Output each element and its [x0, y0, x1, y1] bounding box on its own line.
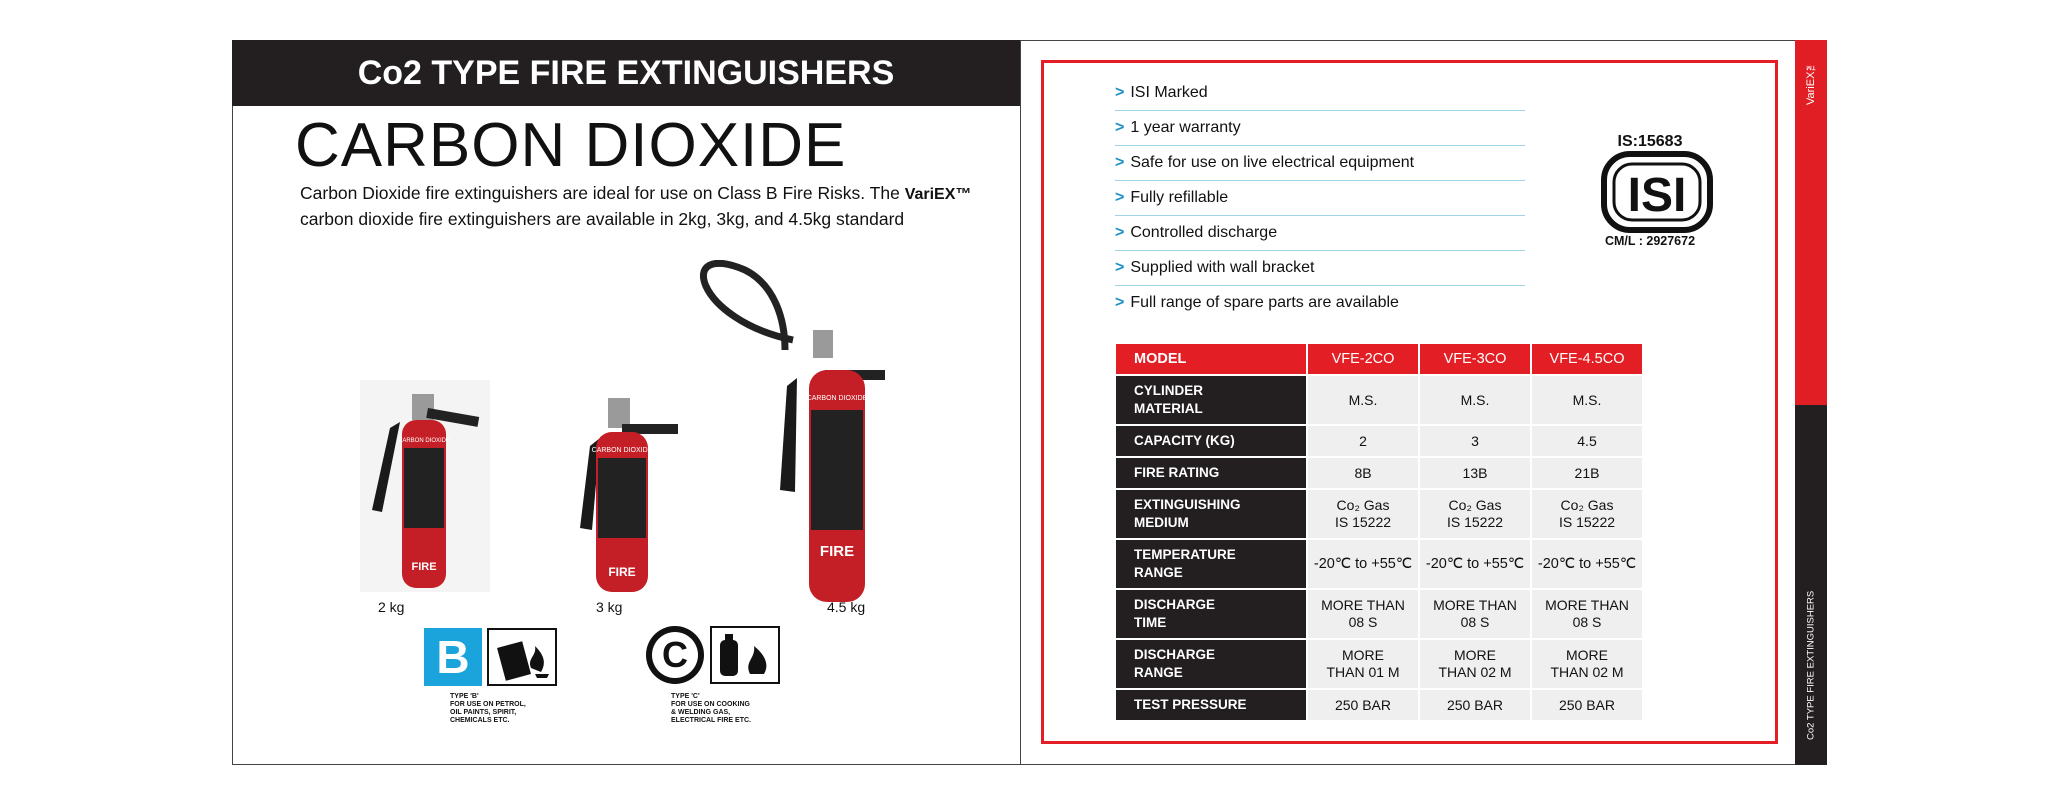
class-b-line2: OIL PAINTS, SPIRIT, — [450, 709, 517, 716]
feature-text: Supplied with wall bracket — [1130, 259, 1315, 276]
spec-table — [1114, 342, 1644, 722]
cell-line1: 4.5 — [1577, 432, 1597, 449]
feature-arrow-icon: > — [1115, 259, 1125, 276]
cylinder-label-4-5kg: CARBON DIOXIDE — [806, 395, 868, 402]
table-cell — [1532, 376, 1642, 424]
class-c-badge — [646, 626, 704, 684]
feature-item — [1115, 286, 1525, 320]
table-cell — [1308, 490, 1418, 538]
cell-line1: 250 BAR — [1334, 696, 1392, 713]
cylinder-label-3kg: CARBON DIOXIDE — [591, 447, 653, 454]
cylinder-label-2kg: CARBON DIOXIDE — [397, 438, 451, 444]
isi-mark-text: ISI — [1627, 169, 1687, 222]
table-cell — [1532, 690, 1642, 720]
table-cell — [1532, 640, 1642, 688]
table-cell — [1420, 376, 1530, 424]
cell-line1: MORE — [1566, 647, 1608, 663]
class-b-badge: B — [424, 628, 482, 686]
table-cell — [1420, 458, 1530, 488]
table-cell — [1308, 540, 1418, 588]
table-cell — [1532, 426, 1642, 456]
row-label-line1: CYLINDER — [1134, 383, 1204, 398]
cell-line1: -20℃ to +55℃ — [1537, 555, 1637, 572]
feature-text: Full range of spare parts are available — [1130, 294, 1399, 311]
row-label-line2: TIME — [1134, 615, 1167, 630]
cell-line1: Co₂ Gas — [1448, 497, 1502, 513]
brand-name: VariEX™ — [904, 186, 972, 203]
cell-line2: IS 15222 — [1558, 514, 1616, 530]
feature-arrow-icon: > — [1115, 119, 1125, 136]
class-c-line1: FOR USE ON COOKING — [671, 701, 750, 708]
row-label — [1116, 376, 1306, 424]
class-c-letter: C — [652, 632, 698, 678]
size-label-4-5kg: 4.5 kg — [827, 599, 866, 615]
feature-arrow-icon: > — [1115, 189, 1125, 206]
cell-line1: 2 — [1359, 432, 1367, 449]
row-label — [1116, 458, 1306, 488]
table-row — [1116, 376, 1642, 424]
table-cell — [1532, 540, 1642, 588]
page-title: CARBON DIOXIDE — [295, 111, 847, 180]
row-label-line1: TEST PRESSURE — [1134, 697, 1247, 712]
cell-line2: 08 S — [1572, 614, 1602, 630]
row-label — [1116, 590, 1306, 638]
cell-line1: MORE — [1342, 647, 1384, 663]
row-label-line2: RANGE — [1134, 665, 1183, 680]
cell-line2: 08 S — [1460, 614, 1490, 630]
class-b-caption — [450, 693, 526, 725]
feature-text: ISI Marked — [1130, 84, 1208, 101]
extinguisher-2kg-image — [360, 380, 490, 592]
class-c-caption — [671, 693, 751, 725]
feature-text: Safe for use on live electrical equipment — [1130, 154, 1415, 171]
side-brand-text: VariEX™ — [1805, 59, 1817, 106]
row-label — [1116, 540, 1306, 588]
feature-text: Controlled discharge — [1130, 224, 1278, 241]
row-label — [1116, 426, 1306, 456]
cell-line1: Co₂ Gas — [1336, 497, 1390, 513]
row-label-line1: EXTINGUISHING — [1134, 497, 1241, 512]
table-cell — [1420, 490, 1530, 538]
cylinder-fire-3kg: FIRE — [608, 565, 636, 579]
cylinder-fire-2kg: FIRE — [411, 561, 437, 573]
row-label — [1116, 640, 1306, 688]
header-col-1: VFE-2CO — [1308, 344, 1418, 374]
table-cell — [1308, 376, 1418, 424]
isi-mark-logo — [1601, 151, 1713, 233]
feature-arrow-icon: > — [1115, 154, 1125, 171]
class-c-line2: & WELDING GAS, — [671, 709, 731, 716]
row-label-line1: DISCHARGE — [1134, 647, 1216, 662]
cell-line1: M.S. — [1460, 391, 1490, 408]
cell-line1: 21B — [1574, 464, 1600, 481]
cell-line1: MORE — [1454, 647, 1496, 663]
table-cell — [1308, 640, 1418, 688]
class-c-type: TYPE 'C' — [671, 693, 700, 700]
feature-arrow-icon: > — [1115, 84, 1125, 101]
feature-item — [1115, 111, 1525, 146]
cell-line2: THAN 01 M — [1326, 664, 1400, 680]
description-text-1: Carbon Dioxide fire extinguishers are ideal for use on Class B Fire Risks. The — [300, 183, 900, 203]
table-cell — [1420, 426, 1530, 456]
table-row — [1116, 458, 1642, 488]
table-cell — [1532, 458, 1642, 488]
cell-line2: THAN 02 M — [1438, 664, 1512, 680]
cell-line1: MORE THAN — [1545, 597, 1629, 613]
feature-item — [1115, 146, 1525, 181]
table-cell — [1420, 540, 1530, 588]
table-row — [1116, 426, 1642, 456]
row-label-line2: MATERIAL — [1134, 401, 1203, 416]
feature-text: Fully refillable — [1130, 189, 1229, 206]
class-b-line1: FOR USE ON PETROL, — [450, 701, 526, 708]
flammable-liquid-icon — [487, 628, 557, 686]
cell-line1: M.S. — [1572, 391, 1602, 408]
table-row — [1116, 590, 1642, 638]
header-col-3: VFE-4.5CO — [1532, 344, 1642, 374]
feature-arrow-icon: > — [1115, 294, 1125, 311]
cell-line1: M.S. — [1348, 391, 1378, 408]
description-text-2: carbon dioxide fire extinguishers are available in 2kg, 3kg, and 4.5kg standard — [300, 209, 905, 229]
table-cell — [1532, 590, 1642, 638]
feature-item — [1115, 216, 1525, 251]
table-header-row — [1116, 344, 1642, 374]
product-description — [300, 181, 990, 232]
class-c-line3: ELECTRICAL FIRE ETC. — [671, 717, 751, 724]
row-label-line2: RANGE — [1134, 565, 1183, 580]
row-label — [1116, 490, 1306, 538]
cell-line1: -20℃ to +55℃ — [1313, 555, 1413, 572]
feature-list — [1115, 76, 1525, 320]
extinguisher-illustrations — [310, 260, 930, 620]
cell-line1: -20℃ to +55℃ — [1425, 555, 1525, 572]
cell-line1: 8B — [1354, 464, 1372, 481]
gas-cylinder-fire-icon — [710, 626, 780, 684]
cell-line1: 250 BAR — [1446, 696, 1504, 713]
cell-line1: Co₂ Gas — [1560, 497, 1614, 513]
size-label-3kg: 3 kg — [596, 599, 623, 615]
page-banner: Co2 TYPE FIRE EXTINGUISHERS — [232, 40, 1020, 106]
row-label-line2: MEDIUM — [1134, 515, 1189, 530]
cell-line1: 250 BAR — [1558, 696, 1616, 713]
table-row — [1116, 690, 1642, 720]
table-cell — [1532, 490, 1642, 538]
header-col-2: VFE-3CO — [1420, 344, 1530, 374]
table-row — [1116, 490, 1642, 538]
table-cell — [1420, 590, 1530, 638]
table-cell — [1308, 458, 1418, 488]
isi-licence-number: CM/L : 2927672 — [1604, 234, 1696, 248]
feature-arrow-icon: > — [1115, 224, 1125, 241]
row-label-line1: TEMPERATURE — [1134, 547, 1236, 562]
cylinder-fire-4-5kg: FIRE — [819, 543, 855, 560]
table-cell — [1308, 590, 1418, 638]
extinguisher-3kg-image — [580, 398, 678, 592]
cell-line1: 13B — [1462, 464, 1488, 481]
cell-line1: 3 — [1471, 432, 1479, 449]
class-b-type: TYPE 'B' — [450, 693, 479, 700]
cell-line1: MORE THAN — [1321, 597, 1405, 613]
header-model: MODEL — [1116, 344, 1306, 374]
feature-item — [1115, 76, 1525, 111]
class-b-line3: CHEMICALS ETC. — [450, 717, 510, 724]
feature-item — [1115, 251, 1525, 286]
table-cell — [1420, 640, 1530, 688]
side-category-text: Co2 TYPE FIRE EXTINGUISHERS — [1805, 590, 1817, 740]
extinguisher-4-5kg-image — [703, 263, 885, 602]
size-label-2kg: 2 kg — [378, 599, 405, 615]
cell-line2: IS 15222 — [1446, 514, 1504, 530]
cell-line2: IS 15222 — [1334, 514, 1392, 530]
row-label-line1: CAPACITY (KG) — [1134, 433, 1235, 448]
table-row — [1116, 640, 1642, 688]
row-label — [1116, 690, 1306, 720]
cell-line2: THAN 02 M — [1550, 664, 1624, 680]
cell-line2: 08 S — [1348, 614, 1378, 630]
table-cell — [1420, 690, 1530, 720]
feature-text: 1 year warranty — [1130, 119, 1241, 136]
row-label-line1: FIRE RATING — [1134, 465, 1220, 480]
isi-standard-number: IS:15683 — [1617, 133, 1683, 150]
row-label-line1: DISCHARGE — [1134, 597, 1216, 612]
feature-item — [1115, 181, 1525, 216]
table-cell — [1308, 426, 1418, 456]
cell-line1: MORE THAN — [1433, 597, 1517, 613]
table-cell — [1308, 690, 1418, 720]
table-row — [1116, 540, 1642, 588]
